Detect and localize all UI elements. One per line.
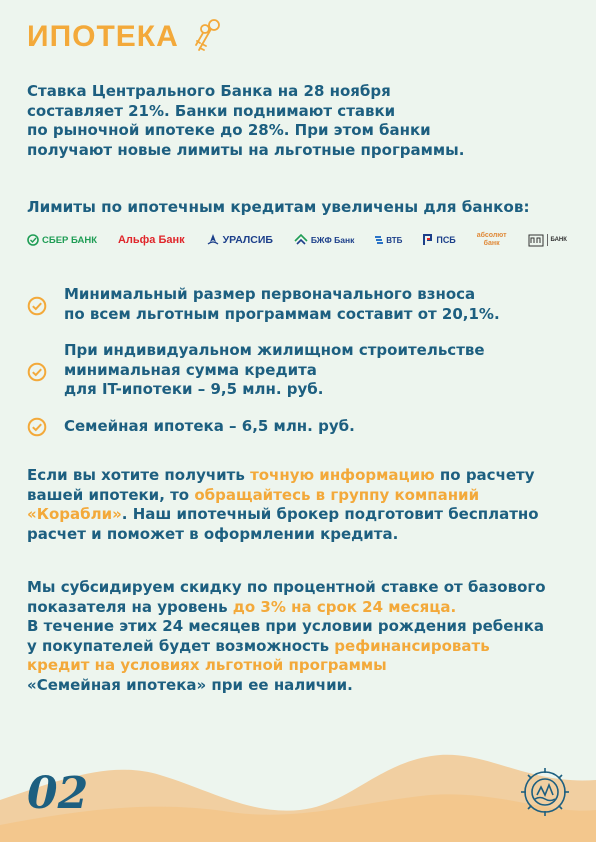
dom-rf-divider [547, 234, 548, 246]
psb-icon [423, 234, 433, 246]
contact-highlight: точную информацию [250, 466, 435, 484]
contact-paragraph [27, 466, 557, 544]
contact-text: Если вы хотите получить [27, 466, 251, 484]
intro-line: составляет 21%. Банки поднимают ставки [27, 101, 396, 120]
limit-item [64, 285, 564, 324]
sber-icon [27, 234, 39, 246]
limit-line: по всем льготным программам составит от 20,1%. [64, 304, 500, 323]
subsidy-text: «Семейная ипотека» при ее наличии. [27, 675, 353, 694]
limit-item [64, 417, 564, 437]
absolut-label-top: абсолют [476, 232, 507, 239]
intro-paragraph [27, 82, 547, 160]
limit-item [64, 341, 564, 400]
korabli-emblem-icon [520, 767, 570, 817]
alfa-label: Альфа Банк [117, 234, 185, 246]
contact-highlight: обращайтесь в группу компаний [194, 485, 480, 504]
vtb-logo [375, 235, 402, 245]
bjf-label: БЖФ Банк [310, 235, 355, 245]
banks-heading: Лимиты по ипотечным кредитам увеличены для банков: [27, 198, 530, 216]
uralsib-logo [206, 233, 273, 247]
subsidy-text: В течение этих 24 месяцев при условии рождения ребенка [27, 617, 545, 635]
alfa-logo [118, 234, 185, 246]
page-title: ИПОТЕКА [27, 20, 179, 53]
check-circle-icon [27, 362, 47, 382]
intro-line: Ставка Центрального Банка на 28 ноября [27, 82, 391, 100]
sber-logo [27, 234, 97, 246]
contact-text: расчет и поможет в оформлении кредита. [27, 524, 399, 543]
psb-logo [423, 234, 455, 246]
dom-rf-logo [528, 233, 567, 247]
keys-icon [190, 17, 224, 55]
limit-line: Минимальный размер первоначального взноса [64, 285, 476, 303]
absolut-logo [477, 232, 507, 248]
uralsib-icon [206, 233, 220, 247]
intro-line: по рыночной ипотеке до 28%. При этом банки [27, 121, 431, 139]
psb-label: ПСБ [436, 235, 456, 245]
sber-label: СБЕР БАНК [42, 234, 97, 246]
footer-waves [0, 740, 596, 842]
subsidy-paragraph [27, 578, 567, 695]
vtb-icon [375, 235, 383, 245]
limit-line: При индивидуальном жилищном строительстве [64, 341, 485, 359]
limit-line: минимальная сумма кредита [64, 360, 317, 379]
bjf-logo [294, 234, 354, 246]
subsidy-text: у покупателей будет возможность [27, 636, 335, 655]
page-number: 02 [27, 768, 89, 819]
limit-line: для IT-ипотеки – 9,5 млн. руб. [64, 380, 324, 398]
absolut-label [477, 232, 507, 248]
absolut-label-bottom: банк [483, 240, 500, 247]
bjf-icon [294, 234, 308, 246]
uralsib-label: УРАЛСИБ [222, 234, 273, 246]
company-name: «Корабли» [27, 505, 122, 523]
subsidy-highlight: кредит на условиях льготной программы [27, 656, 387, 674]
subsidy-text: Мы субсидируем скидку по процентной ставке от базового [27, 578, 546, 596]
check-circle-icon [27, 417, 47, 437]
bank-logos-row [27, 227, 567, 253]
subsidy-highlight: до 3% на срок 24 месяца. [232, 597, 457, 616]
contact-text: . Наш ипотечный брокер подготовит бесплатно [121, 505, 539, 523]
contact-text: по расчету [434, 466, 535, 484]
subsidy-highlight: рефинансировать [334, 636, 490, 655]
contact-text: вашей ипотеки, то [27, 485, 195, 504]
vtb-label: ВТБ [386, 235, 403, 245]
subsidy-text: показателя на уровень [27, 597, 233, 616]
check-circle-icon [27, 296, 47, 316]
limit-line: Семейная ипотека – 6,5 млн. руб. [64, 417, 355, 435]
dom-rf-label: БАНК [550, 237, 567, 243]
intro-line: получают новые лимиты на льготные программы. [27, 140, 465, 159]
dom-rf-icon [528, 233, 544, 247]
